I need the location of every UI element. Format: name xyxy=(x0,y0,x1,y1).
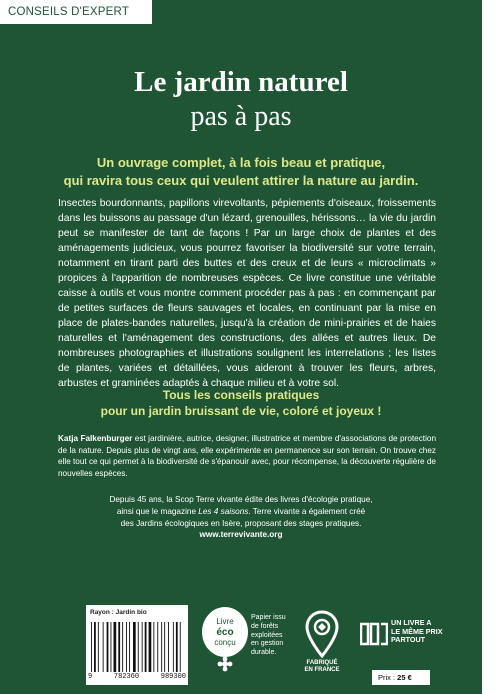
barcode-bar xyxy=(164,622,165,672)
fabrique-en-france-label: FABRIQUÉ EN FRANCE xyxy=(304,660,340,673)
rayon-label: Rayon : Jardin bio xyxy=(90,609,147,616)
barcode-bar xyxy=(91,622,92,672)
location-pin-icon xyxy=(305,610,339,658)
barcode-bar xyxy=(107,622,109,672)
barcode-bar xyxy=(168,622,169,672)
slogan xyxy=(40,387,442,419)
page-edge xyxy=(482,0,500,694)
barcode-bar xyxy=(145,622,147,672)
price-box xyxy=(372,670,430,685)
paper-note: Papier issu de forêts exploitées en gestion durable. xyxy=(251,614,286,657)
lead-line1: Un ouvrage complet, à la fois beau et pratique, xyxy=(96,155,386,170)
barcode-bar xyxy=(114,622,117,672)
barcode-bar xyxy=(142,622,143,672)
publisher-line2: ainsi que le magazine Les 4 saisons. Terre vivante a également créé xyxy=(116,506,366,516)
barcode-bar xyxy=(122,622,123,672)
book-title-line2: pas à pas xyxy=(190,101,292,132)
barcode-bar xyxy=(176,622,178,672)
prix-unique-label: UN LIVRE A LE MÊME PRIX PARTOUT xyxy=(391,618,443,645)
author-bio xyxy=(58,433,436,479)
lead-text xyxy=(40,154,442,190)
eco-line1: Livre xyxy=(216,617,234,626)
publisher-line3: des Jardins écologiques en Isère, proposant des stages pratiques. xyxy=(120,518,362,528)
book-title-line1: Le jardin naturel xyxy=(134,66,348,98)
barcode xyxy=(90,622,184,672)
barcode-bar xyxy=(98,622,99,672)
barcode-box xyxy=(86,605,188,685)
barcode-bar xyxy=(180,622,181,672)
barcode-bar xyxy=(118,622,120,672)
barcode-bar xyxy=(173,622,174,672)
barcode-bar xyxy=(129,622,130,672)
eco-line2: éco xyxy=(216,627,234,638)
barcode-bar xyxy=(161,622,162,672)
publisher-line1: Depuis 45 ans, la Scop Terre vivante édite des livres d'écologie pratique, xyxy=(109,495,373,504)
eco-designed-logo xyxy=(200,606,250,672)
barcode-bar xyxy=(126,622,127,672)
publisher-url[interactable]: www.terrevivante.org xyxy=(199,530,283,540)
barcode-bar xyxy=(138,622,139,672)
author-name: Katja Falkenburger xyxy=(58,434,133,443)
category-tag: CONSEILS D'EXPERT xyxy=(0,0,152,24)
eco-line3: conçu xyxy=(214,638,236,647)
barcode-bar xyxy=(111,622,112,672)
slogan-line2: pour un jardin bruissant de vie, coloré et joyeux ! xyxy=(100,404,382,418)
magazine-name: Les 4 saisons xyxy=(198,506,249,516)
isbn-digits: 9 782360 989300 xyxy=(88,673,186,681)
book-price-icon xyxy=(360,621,388,647)
price-value: 25 € xyxy=(397,673,412,682)
price-label: Prix : xyxy=(378,673,398,682)
slogan-line1: Tous les conseils pratiques xyxy=(162,388,320,402)
barcode-bar xyxy=(133,622,136,672)
barcode-bar xyxy=(94,622,96,672)
description-paragraph: Insectes bourdonnants, papillons virevoltants, pépiements d'oiseaux, froissements dans les buissons au passage d'un lézard, grenouilles, hérissons… la vie du jardin peut se manifester de tant de façons ! Par un large choix de plantes et des aménagements judicieux, vous pourrez favoriser la biodiversité sur votre terrain, notamment en tirant parti des buttes et des creux et de leurs « microclimats » propices à l'apparition de nombreuses espèces. Ce livre constitue une véritable caisse à outils et vous montre comment procéder pas à pas : en commençant par de petites surfaces de fleurs sauvages et locales, en continuant par la mise en place de plates-bandes naturelles, jusqu'à la création de mini-prairies et de haies naturelles et l'aménagement des constructions, des allées et autres lieux. De nombreuses photographies et illustrations soulignent les interrelations ; les listes de plantes, variées et détaillées, vous aideront à trouver les fleurs, arbres, arbustes et graminées adaptés à chaque milieu et à votre sol. xyxy=(58,198,436,389)
barcode-bar xyxy=(153,622,154,672)
barcode-bar xyxy=(157,622,158,672)
author-bio-text: est jardinière, autrice, designer, illustratrice et membre d'associations de protection de la nature. Depuis plus de vingt ans, elle expérimente en permanence sur son terrain. On trouve chez elle tout ce qui permet à la biodiversité de s'épanouir avec, pour récompense, la découverte régulière de nouvelles espèces. xyxy=(58,434,436,478)
lead-line2: qui ravira tous ceux qui veulent attirer la nature au jardin. xyxy=(63,173,419,188)
flower-icon xyxy=(218,657,233,672)
publisher-note xyxy=(62,494,420,541)
barcode-bar xyxy=(149,622,152,672)
barcode-bar xyxy=(103,622,104,672)
